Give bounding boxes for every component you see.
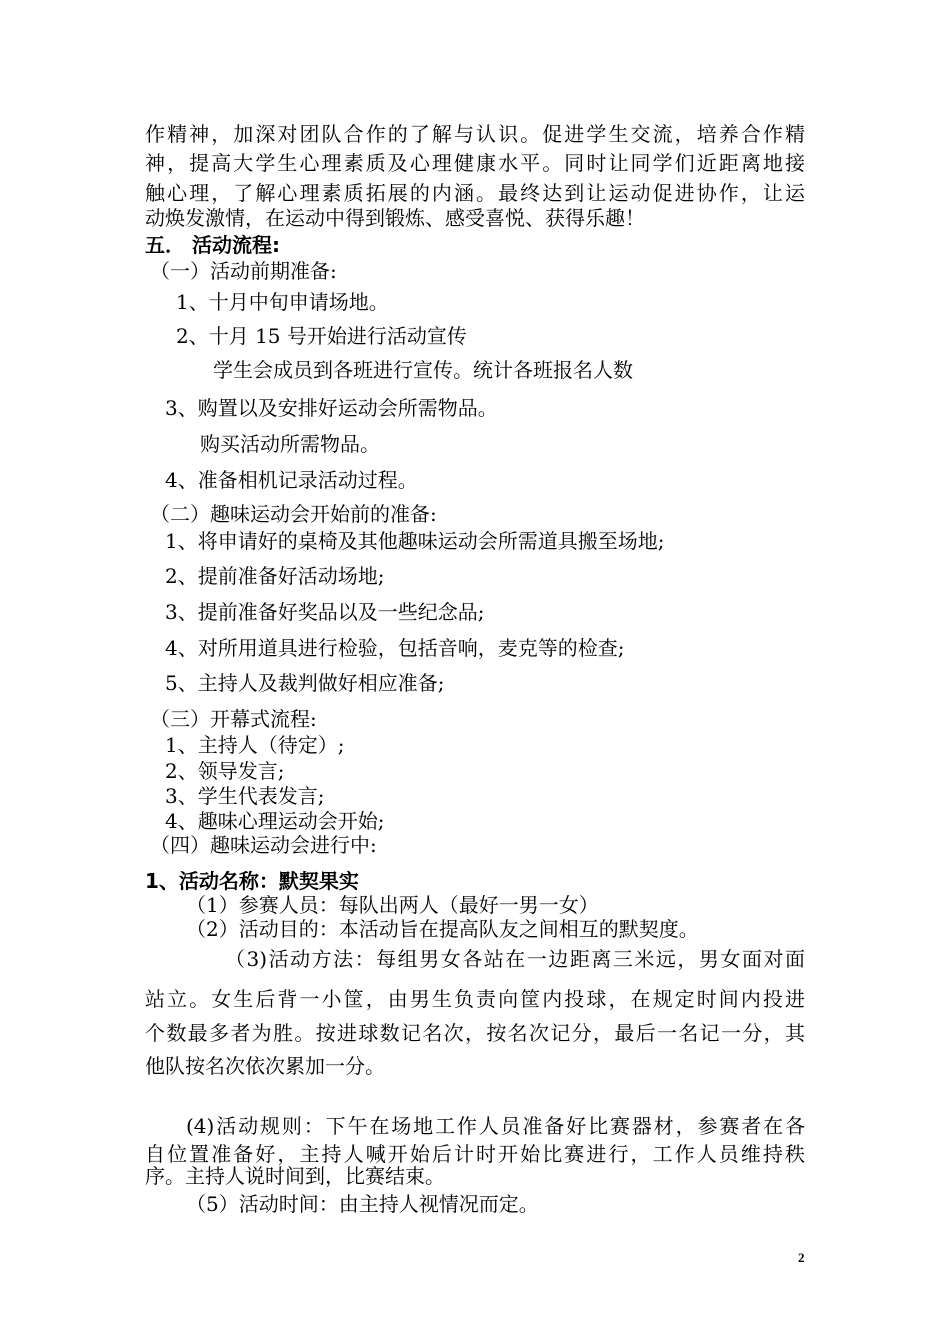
list-item: 2、领导发言; — [165, 759, 285, 783]
subsection-heading: （一）活动前期准备: — [150, 259, 337, 283]
activity-title: 1、活动名称：默契果实 — [145, 869, 359, 893]
page-number: 2 — [798, 1250, 805, 1265]
intro-line: 触心理，了解心理素质拓展的内涵。最终达到让运动促进协作，让运 — [145, 181, 805, 205]
activity-method-line: 个数最多者为胜。按进球数记名次，按名次记分，最后一名记一分，其 — [145, 1021, 805, 1045]
list-item: 1、将申请好的桌椅及其他趣味运动会所需道具搬至场地; — [165, 529, 665, 553]
activity-time: （5）活动时间：由主持人视情况而定。 — [186, 1192, 539, 1216]
intro-line: 作精神，加深对团队合作的了解与认识。促进学生交流，培养合作精 — [145, 122, 805, 146]
list-item: 3、提前准备好奖品以及一些纪念品; — [165, 600, 485, 624]
list-item: 3、购置以及安排好运动会所需物品。 — [165, 396, 498, 420]
subsection-heading: （二）趣味运动会开始前的准备: — [150, 502, 437, 526]
activity-purpose: （2）活动目的：本活动旨在提高队友之间相互的默契度。 — [186, 917, 699, 941]
section-title: 五． 活动流程: — [145, 233, 280, 257]
activity-method-line: 他队按名次依次累加一分。 — [145, 1054, 385, 1078]
activity-method-line: 站立。女生后背一小筐，由男生负责向筐内投球，在规定时间内投进 — [145, 987, 805, 1011]
list-item: 1、主持人（待定）; — [165, 733, 345, 757]
list-item: 5、主持人及裁判做好相应准备; — [165, 671, 445, 695]
subsection-heading: （四）趣味运动会进行中: — [150, 833, 377, 857]
list-item-detail: 购买活动所需物品。 — [200, 432, 380, 456]
list-item: 2、十月 15 号开始进行活动宣传 — [176, 324, 467, 348]
list-item: 1、十月中旬申请场地。 — [176, 290, 389, 314]
activity-participants: （1）参赛人员：每队出两人（最好一男一女） — [186, 893, 599, 917]
intro-line: 神，提高大学生心理素质及心理健康水平。同时让同学们近距离地接 — [145, 151, 805, 175]
activity-rules-line: 自位置准备好，主持人喊开始后计时开始比赛进行，工作人员维持秩 — [145, 1142, 805, 1166]
activity-rules-line: 序。主持人说时间到，比赛结束。 — [145, 1164, 445, 1188]
list-item-detail: 学生会成员到各班进行宣传。统计各班报名人数 — [213, 358, 633, 382]
activity-method-line: （3)活动方法：每组男女各站在一边距离三米远，男女面对面 — [225, 947, 805, 971]
list-item: 4、趣味心理运动会开始; — [165, 809, 385, 833]
list-item: 4、准备相机记录活动过程。 — [165, 468, 418, 492]
intro-line: 动焕发激情，在运动中得到锻炼、感受喜悦、获得乐趣！ — [145, 206, 645, 230]
list-item: 3、学生代表发言; — [165, 784, 325, 808]
subsection-heading: （三）开幕式流程: — [150, 707, 317, 731]
list-item: 2、提前准备好活动场地; — [165, 564, 385, 588]
list-item: 4、对所用道具进行检验，包括音响，麦克等的检查; — [165, 636, 625, 660]
activity-rules-line: (4)活动规则：下午在场地工作人员准备好比赛器材，参赛者在各 — [186, 1114, 805, 1138]
